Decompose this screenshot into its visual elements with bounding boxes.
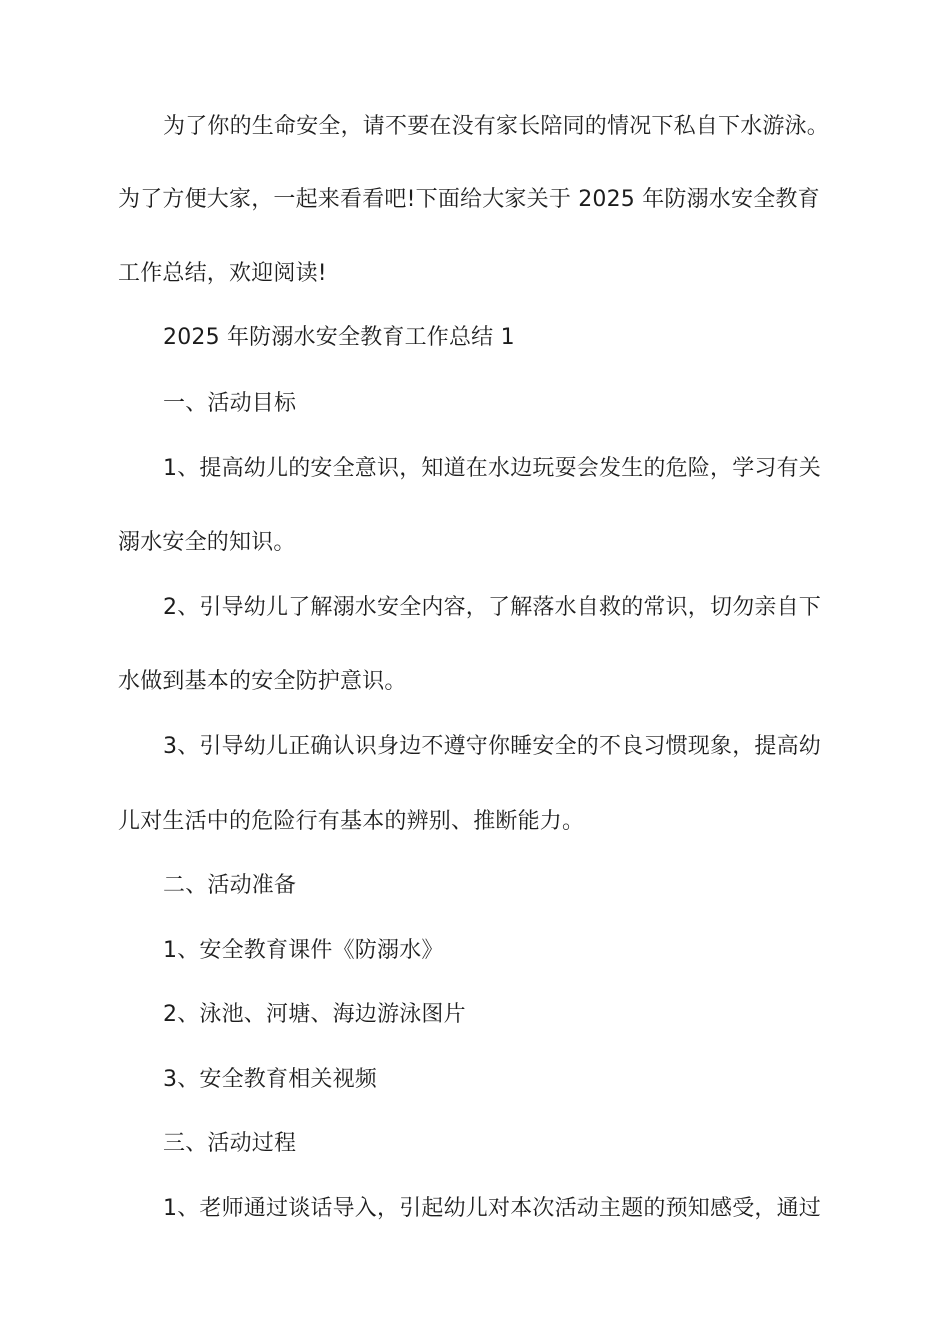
heading-activity-process: 三、活动过程 bbox=[163, 1131, 297, 1156]
preparation-item-3: 3、安全教育相关视频 bbox=[163, 1067, 377, 1092]
preparation-item-2: 2、泳池、河塘、海边游泳图片 bbox=[163, 1002, 466, 1027]
goal-1-line-2: 溺水安全的知识。 bbox=[118, 530, 296, 555]
preparation-item-1: 1、安全教育课件《防溺水》 bbox=[163, 938, 444, 963]
section-title: 2025 年防溺水安全教育工作总结 1 bbox=[163, 325, 515, 350]
intro-paragraph-line-1: 为了你的生命安全，请不要在没有家长陪同的情况下私自下水游泳。 bbox=[163, 114, 830, 139]
goal-3-line-1: 3、引导幼儿正确认识身边不遵守你睡安全的不良习惯现象，提高幼 bbox=[163, 734, 821, 759]
intro-paragraph-line-3: 工作总结，欢迎阅读! bbox=[118, 261, 327, 286]
goal-3-line-2: 儿对生活中的危险行有基本的辨别、推断能力。 bbox=[118, 809, 585, 834]
intro-paragraph-line-2: 为了方便大家，一起来看看吧!下面给大家关于 2025 年防溺水安全教育 bbox=[118, 187, 820, 212]
goal-1-line-1: 1、提高幼儿的安全意识，知道在水边玩耍会发生的危险，学习有关 bbox=[163, 456, 821, 481]
heading-activity-preparation: 二、活动准备 bbox=[163, 873, 297, 898]
process-item-1-line-1: 1、老师通过谈话导入，引起幼儿对本次活动主题的预知感受，通过 bbox=[163, 1196, 821, 1221]
goal-2-line-1: 2、引导幼儿了解溺水安全内容，了解落水自救的常识，切勿亲自下 bbox=[163, 595, 821, 620]
heading-activity-goals: 一、活动目标 bbox=[163, 391, 297, 416]
goal-2-line-2: 水做到基本的安全防护意识。 bbox=[118, 669, 407, 694]
